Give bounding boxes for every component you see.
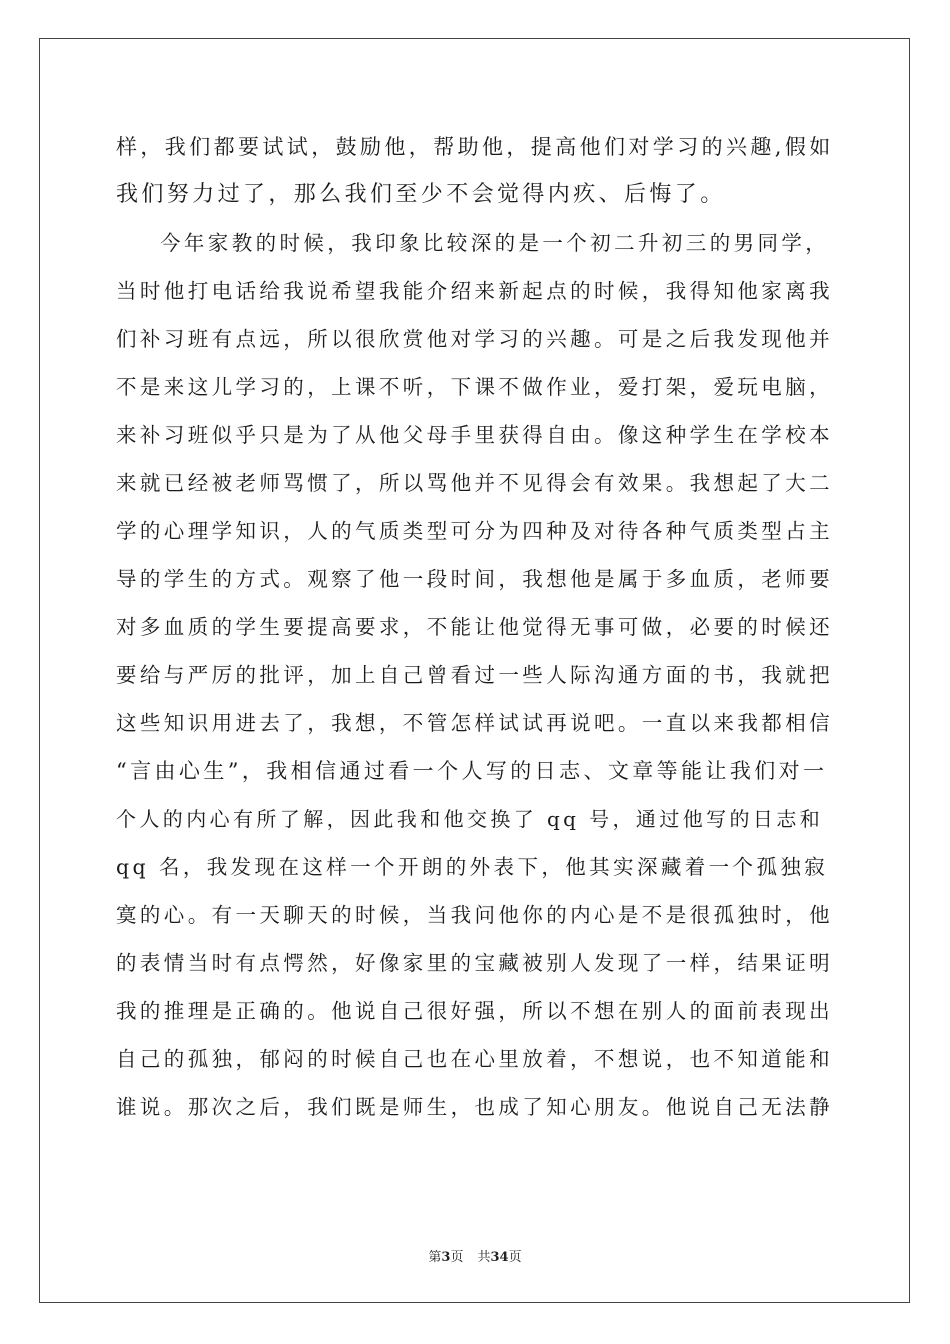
text-line: 样，我们都要试试，鼓励他，帮助他，提高他们对学习的兴趣,假如 (116, 135, 834, 159)
text-line: 个人的内心有所了解，因此我和他交换了 qq 号，通过他写的日志和 (116, 807, 824, 831)
text-line: 今年家教的时候，我印象比较深的是一个初二升初三的男同学， (160, 231, 830, 255)
text-line: qq 名，我发现在这样一个开朗的外表下，他其实深藏着一个孤独寂 (116, 855, 829, 879)
text-line: 寞的心。有一天聊天的时候，当我问他你的内心是不是很孤独时，他 (116, 903, 833, 927)
text-line: 谁说。那次之后，我们既是师生，也成了知心朋友。他说自己无法静 (116, 1095, 833, 1119)
text-line: 我们努力过了，那么我们至少不会觉得内疚、后悔了。 (116, 182, 726, 207)
text-line: “言由心生”，我相信通过看一个人写的日志、文章等能让我们对一 (116, 759, 828, 783)
text-line: 的表情当时有点愕然，好像家里的宝藏被别人发现了一样，结果证明 (116, 951, 833, 975)
page-unit: 页 (450, 1250, 464, 1265)
text-line: 当时他打电话给我说希望我能介绍来新起点的时候，我得知他家离我 (116, 279, 833, 303)
total-unit: 页 (508, 1250, 522, 1265)
page-footer (0, 1246, 950, 1265)
text-line: 来就已经被老师骂惯了，所以骂他并不见得会有效果。我想起了大二 (116, 471, 833, 495)
page-current: 3 (441, 1250, 451, 1265)
page-prefix: 第 (428, 1250, 442, 1265)
text-line: 要给与严厉的批评，加上自己曾看过一些人际沟通方面的书，我就把 (116, 663, 833, 687)
text-line: 们补习班有点远，所以很欣赏他对学习的兴趣。可是之后我发现他并 (116, 327, 833, 351)
text-line: 导的学生的方式。观察了他一段时间，我想他是属于多血质，老师要 (116, 567, 833, 591)
total-prefix: 共 (477, 1250, 491, 1265)
text-line: 这些知识用进去了，我想，不管怎样试试再说吧。一直以来我都相信 (116, 711, 833, 735)
text-line: 对多血质的学生要提高要求，不能让他觉得无事可做，必要的时候还 (116, 615, 833, 639)
page-total: 34 (490, 1250, 509, 1265)
text-line: 来补习班似乎只是为了从他父母手里获得自由。像这种学生在学校本 (116, 423, 833, 447)
text-line: 我的推理是正确的。他说自己很好强，所以不想在别人的面前表现出 (116, 999, 833, 1023)
text-line: 学的心理学知识，人的气质类型可分为四种及对待各种气质类型占主 (116, 519, 833, 543)
body-text (116, 127, 836, 1135)
text-line: 不是来这儿学习的，上课不听，下课不做作业，爱打架，爱玩电脑， (116, 375, 833, 399)
text-line: 自己的孤独，郁闷的时候自己也在心里放着，不想说，也不知道能和 (116, 1047, 833, 1071)
